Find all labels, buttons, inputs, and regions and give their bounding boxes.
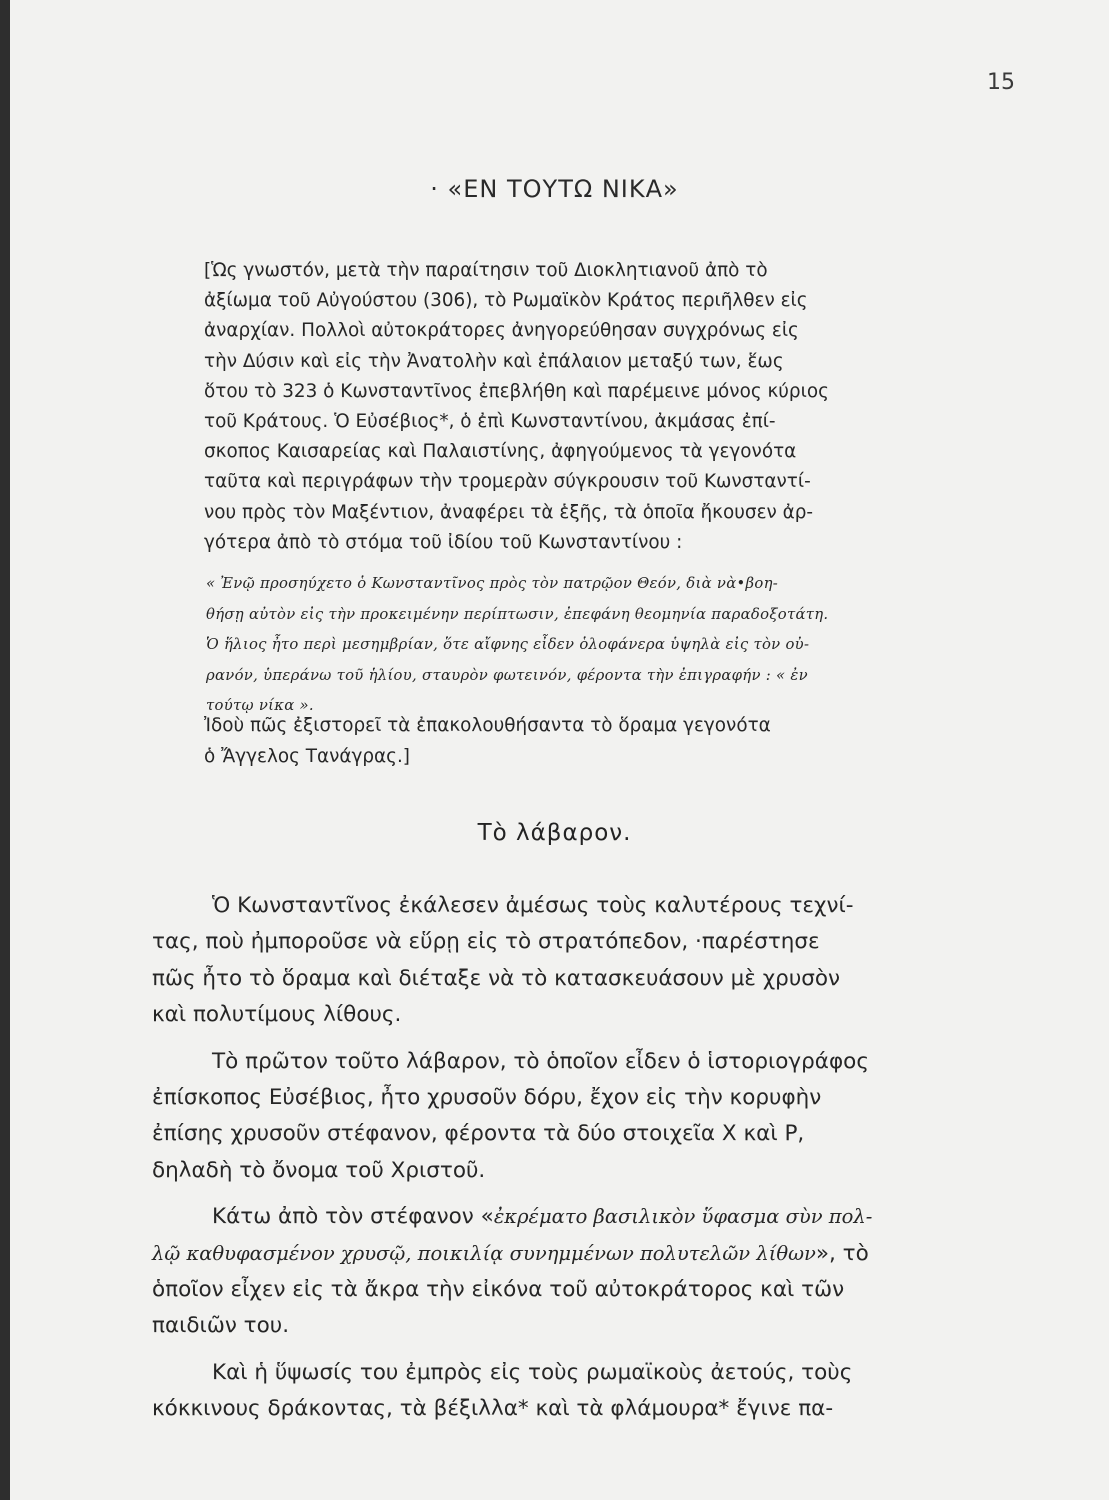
quote-line: θήσῃ αὐτὸν εἰς τὴν προκειμένην περίπτωσιν, ἐπεφάνη θεομηνία παραδοξοτάτη. — [206, 605, 829, 623]
intro-line: ἀναρχίαν. Πολλοὶ αὐτοκράτορες ἀνηγορεύθησαν συγχρόνως εἰς — [204, 320, 799, 342]
intro-line: νου πρὸς τὸν Μαξέντιον, ἀναφέρει τὰ ἑξῆς, τὰ ὁποῖα ἤκουσεν ἀρ- — [204, 501, 814, 523]
quote-line: ρανόν, ὑπεράνω τοῦ ἡλίου, σταυρὸν φωτεινόν, φέροντα τὴν ἐπιγραφήν : « ἐν — [206, 666, 808, 684]
intro-line: τοῦ Κράτους. Ὁ Εὐσέβιος*, ὁ ἐπὶ Κωνσταντίνου, ἀκμάσας ἐπί- — [204, 411, 776, 433]
body-text-run: Κάτω ἀπὸ τὸν στέφανον « — [212, 1204, 494, 1230]
body-line: Καὶ ἡ ὕψωσίς του ἐμπρὸς εἰς τοὺς ρωμαϊκοὺς ἀετούς, τοὺς — [212, 1359, 853, 1385]
eusebius-quote — [206, 569, 828, 722]
intro-line: ταῦτα καὶ περιγράφων τὴν τρομερὰν σύγκρουσιν τοῦ Κωνσταντί- — [204, 471, 811, 493]
intro-line: ἀξίωμα τοῦ Αὐγούστου (306), τὸ Ρωμαϊκὸν Κράτος περιῆλθεν εἰς — [204, 290, 808, 312]
body-line: ἐπίσης χρυσοῦν στέφανον, φέροντα τὰ δύο στοιχεῖα Χ καὶ Ρ, — [152, 1121, 805, 1147]
body-line: Τὸ πρῶτον τοῦτο λάβαρον, τὸ ὁποῖον εἶδεν ὁ ἱστοριογράφος — [212, 1048, 869, 1074]
intro-line: [Ὡς γνωστόν, μετὰ τὴν παραίτησιν τοῦ Διοκλητιανοῦ ἀπὸ τὸ — [204, 260, 768, 281]
intro-line: σκοπος Καισαρείας καὶ Παλαιστίνης, ἀφηγούμενος τὰ γεγονότα — [204, 441, 797, 463]
binding-edge — [0, 0, 10, 1500]
body-line: κόκκινους δράκοντας, τὰ βέξιλλα* καὶ τὰ φλάμουρα* ἔγινε πα- — [152, 1396, 834, 1422]
body-line: καὶ πολυτίμους λίθους. — [152, 1002, 402, 1028]
page-number: 15 — [987, 70, 1015, 95]
intro-line: ὅτου τὸ 323 ὁ Κωνσταντῖνος ἐπεβλήθη καὶ παρέμεινε μόνος κύριος — [204, 380, 829, 402]
closing-line: ὁ Ἄγγελος Τανάγρας.] — [204, 746, 410, 767]
intro-line: γότερα ἀπὸ τὸ στόμα τοῦ ἰδίου τοῦ Κωνσταντίνου : — [204, 531, 683, 553]
body-text-run: », τὸ — [815, 1240, 869, 1266]
body-line: τας, ποὺ ἠμποροῦσε νὰ εὕρῃ εἰς τὸ στρατόπεδον, ·παρέστησε — [152, 929, 820, 955]
body-line — [152, 1236, 872, 1272]
body-line: δηλαδὴ τὸ ὄνομα τοῦ Χριστοῦ. — [152, 1157, 486, 1183]
quote-line: « Ἐνῷ προσηύχετο ὁ Κωνσταντῖνος πρὸς τὸν πατρῷον Θεόν, διὰ νὰ•βοη- — [206, 575, 779, 592]
body-italic-run: λῷ καθυφασμένον χρυσῷ, ποικιλίᾳ συνημμένων πολυτελῶν λίθων — [152, 1241, 816, 1265]
body-line: ἐπίσκοπος Εὐσέβιος, ἦτο χρυσοῦν δόρυ, ἔχον εἰς τὴν κορυφὴν — [152, 1085, 822, 1111]
quote-line: τούτῳ νίκα ». — [206, 697, 314, 714]
intro-line: τὴν Δύσιν καὶ εἰς τὴν Ἀνατολὴν καὶ ἐπάλαιον μεταξύ των, ἕως — [204, 350, 784, 372]
body-italic-run: ἐκρέματο βασιλικὸν ὕφασμα σὺν πολ- — [493, 1205, 873, 1229]
body-line: ὁποῖον εἶχεν εἰς τὰ ἄκρα τὴν εἰκόνα τοῦ αὐτοκράτορος καὶ τῶν — [152, 1277, 845, 1303]
closing-paragraph — [204, 710, 771, 772]
body-line: παιδιῶν του. — [152, 1313, 290, 1339]
chapter-title: · «ΕΝ ΤΟΥΤΩ ΝΙΚΑ» — [430, 175, 679, 203]
body-line: Ὁ Κωνσταντῖνος ἐκάλεσεν ἀμέσως τοὺς καλυτέρους τεχνί- — [212, 893, 854, 918]
closing-line: Ἰδοὺ πῶς ἐξιστορεῖ τὰ ἐπακολουθήσαντα τὸ ὅραμα γεγονότα — [204, 715, 771, 736]
body-line — [152, 1199, 872, 1235]
body-line: πῶς ἦτο τὸ ὅραμα καὶ διέταξε νὰ τὸ κατασκευάσουν μὲ χρυσὸν — [152, 965, 841, 991]
intro-paragraph — [204, 256, 829, 558]
body-text — [152, 888, 872, 1428]
quote-line: Ὁ ἥλιος ἦτο περὶ μεσημβρίαν, ὅτε αἴφνης εἶδεν ὁλοφάνερα ὑψηλὰ εἰς τὸν οὐ- — [206, 636, 810, 653]
section-heading: Τὸ λάβαρον. — [477, 820, 632, 846]
